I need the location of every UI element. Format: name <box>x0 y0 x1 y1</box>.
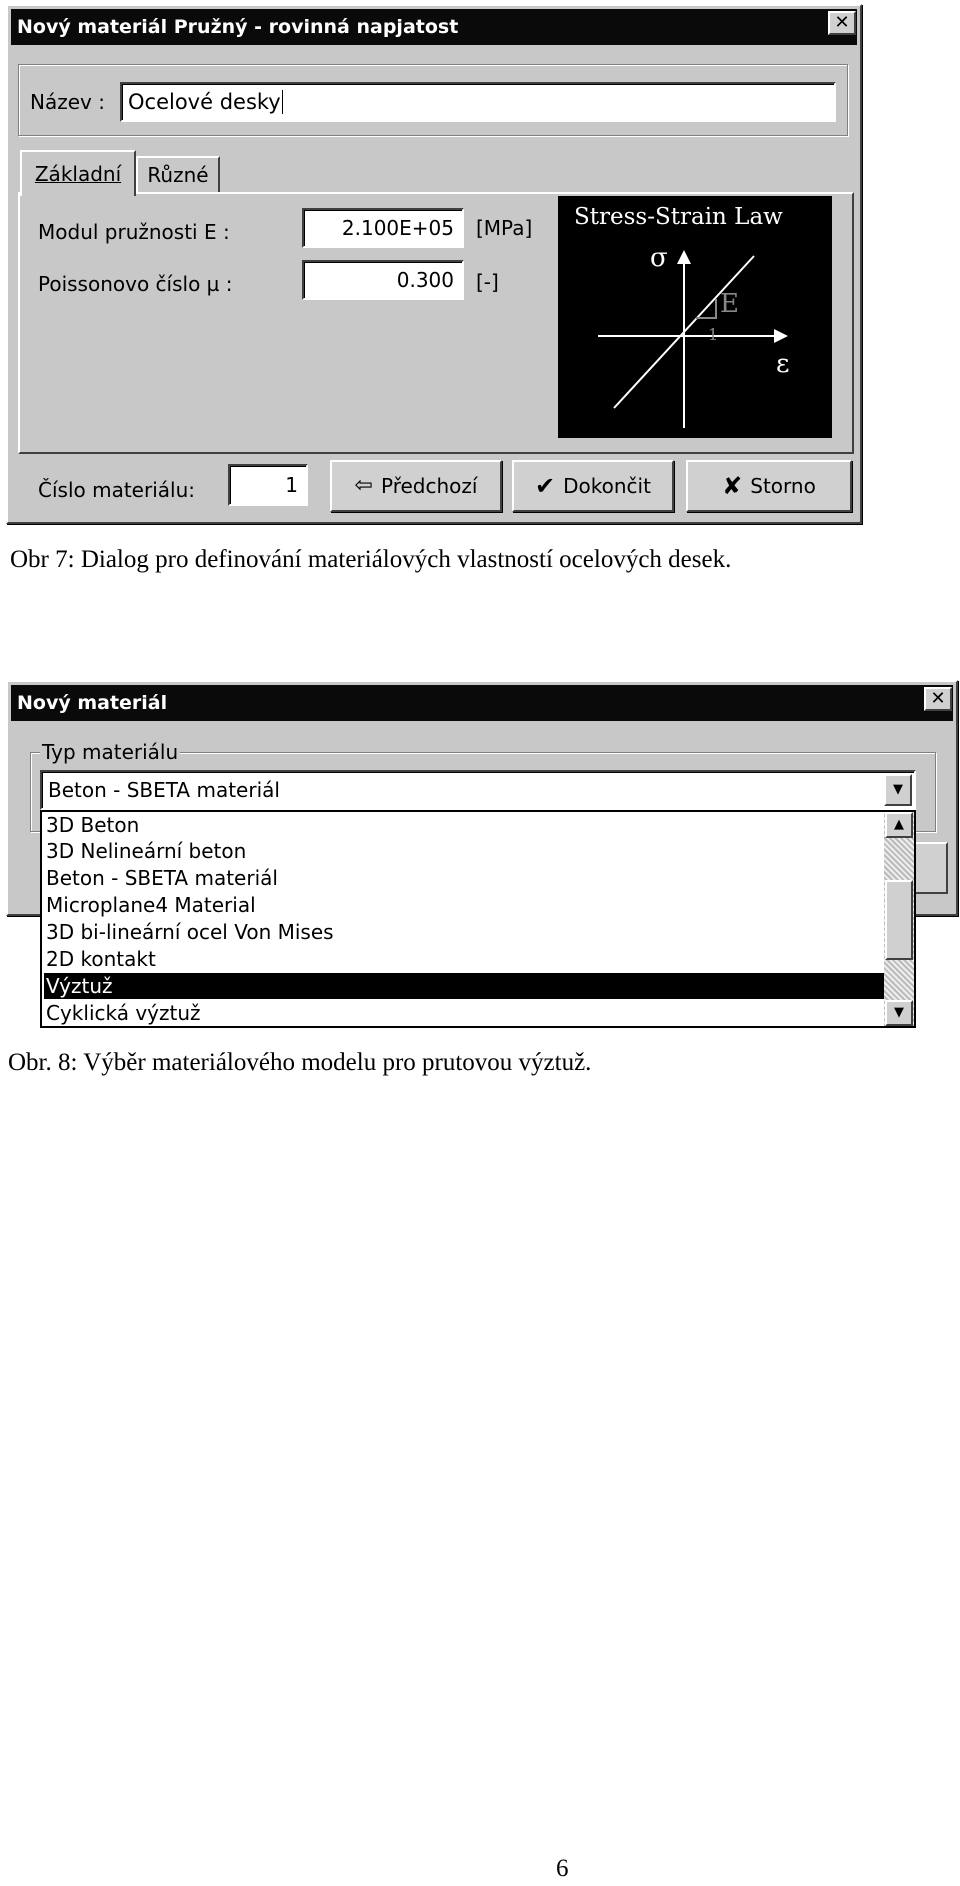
dropdown-arrow-icon: ▼ <box>893 782 903 797</box>
list-item[interactable]: Cyklická výztuž <box>46 1001 201 1025</box>
material-type-list <box>40 810 916 1028</box>
finish-button-label: Dokončit <box>563 474 651 498</box>
scroll-up-button[interactable] <box>885 812 913 838</box>
name-label: Název : <box>30 90 105 114</box>
cancel-button[interactable] <box>686 460 852 512</box>
close-icon: ✕ <box>930 688 946 709</box>
modulus-symbol: E <box>720 289 739 319</box>
dialog2-title: Nový materiál <box>11 685 953 721</box>
stress-strain-diagram <box>558 196 832 438</box>
list-item[interactable]: 3D Beton <box>46 813 140 837</box>
name-input-value: Ocelové desky <box>128 90 281 114</box>
name-input[interactable] <box>120 82 836 122</box>
stress-strain-svg <box>558 196 832 438</box>
material-type-select[interactable] <box>40 770 916 810</box>
arrow-left-icon: ⇦ <box>354 473 373 498</box>
checkmark-icon: ✔ <box>535 472 556 500</box>
material-number-label: Číslo materiálu: <box>38 478 195 502</box>
sigma-symbol: σ <box>650 243 668 273</box>
cancel-button-label: Storno <box>750 474 816 498</box>
modulus-input[interactable] <box>302 208 464 248</box>
dialog2-close-button[interactable] <box>924 687 952 711</box>
poisson-value: 0.300 <box>396 268 454 292</box>
scroll-down-icon: ▼ <box>894 1005 904 1020</box>
dialog-title: Nový materiál Pružný - rovinná napjatost <box>11 9 857 45</box>
tab-zakladni[interactable] <box>20 150 136 196</box>
material-number-value: 1 <box>285 473 298 497</box>
material-dialog <box>6 4 862 524</box>
list-item-selected[interactable]: Výztuž <box>44 973 886 999</box>
tab-zakladni-label: Základní <box>34 162 122 186</box>
scroll-up-icon: ▲ <box>894 817 904 832</box>
modulus-label: Modul pružnosti E : <box>38 220 230 244</box>
list-item[interactable]: 3D bi-lineární ocel Von Mises <box>46 920 334 944</box>
tab-ruzne-label: Různé <box>147 163 209 187</box>
scroll-down-button[interactable] <box>885 1000 913 1026</box>
modulus-value: 2.100E+05 <box>341 216 454 240</box>
list-item[interactable]: Beton - SBETA materiál <box>46 866 278 890</box>
sigma-arrow-icon <box>677 250 691 264</box>
epsilon-symbol: ε <box>776 349 790 379</box>
list-item[interactable]: 2D kontakt <box>46 947 156 971</box>
slope-one: 1 <box>708 325 719 344</box>
poisson-label: Poissonovo číslo µ : <box>38 272 233 296</box>
previous-button-label: Předchozí <box>380 474 478 498</box>
poisson-unit: [-] <box>476 270 499 294</box>
dropdown-button[interactable] <box>884 774 912 806</box>
material-number-input[interactable] <box>228 464 308 506</box>
figure-7-caption: Obr 7: Dialog pro definování materiálových vlastností ocelových desek. <box>10 546 732 573</box>
previous-button[interactable] <box>330 460 502 512</box>
close-button[interactable] <box>828 11 856 35</box>
tab-ruzne[interactable] <box>136 156 220 192</box>
cross-icon: ✘ <box>722 472 743 500</box>
finish-button[interactable] <box>512 460 674 512</box>
diagram-title: Stress-Strain Law <box>574 204 783 230</box>
partially-hidden-button[interactable] <box>912 842 948 894</box>
list-item[interactable]: Microplane4 Material <box>46 893 256 917</box>
figure-8-caption: Obr. 8: Výběr materiálového modelu pro prutovou výztuž. <box>8 1049 592 1076</box>
list-scrollbar[interactable] <box>884 812 914 1026</box>
poisson-input[interactable] <box>302 260 464 300</box>
scroll-thumb[interactable] <box>885 880 913 960</box>
material-type-selected: Beton - SBETA materiál <box>48 778 280 802</box>
modulus-unit: [MPa] <box>476 216 533 240</box>
material-type-label: Typ materiálu <box>42 740 179 764</box>
epsilon-arrow-icon <box>774 329 788 343</box>
page-number: 6 <box>556 1855 569 1882</box>
list-item[interactable]: 3D Nelineární beton <box>46 839 247 863</box>
close-icon: ✕ <box>834 12 850 33</box>
